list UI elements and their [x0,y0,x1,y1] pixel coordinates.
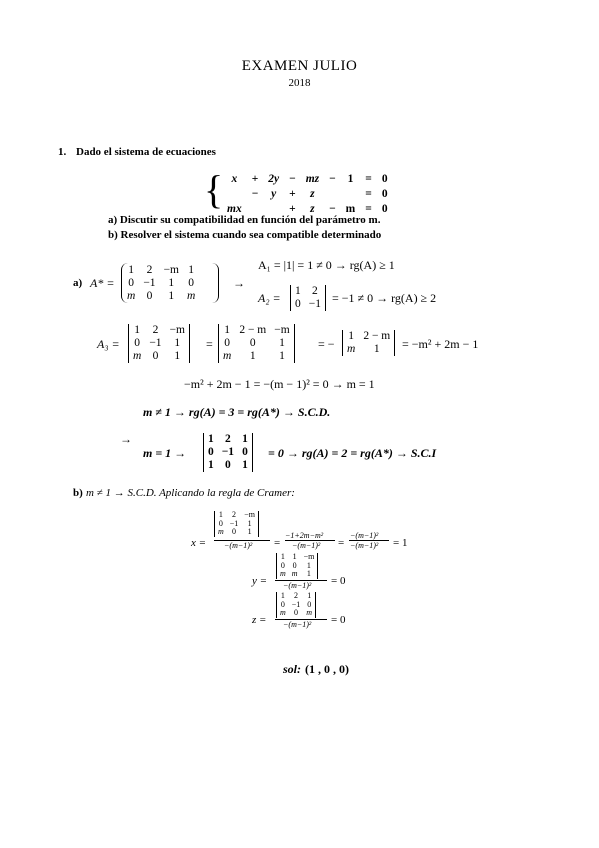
part-b-text: b) Resolver el sistema cuando sea compatible determinado [108,229,382,241]
minor-a2-rhs: = −1 ≠ 0 → rg(A) ≥ 2 [332,291,437,305]
z-denominator: −(m−1)² [283,620,312,629]
case-m-equals-1-lhs: m = 1 → [143,446,187,460]
x-mid-denominator: −(m−1)² [292,541,321,550]
minor-a3-lhs: A₃ = [97,337,120,351]
minor-a2-lhs: A₂ = [258,291,281,305]
a3-result: = −m² + 2m − 1 [402,337,479,351]
y-lhs: y = [252,575,268,587]
determinant-m1: 1 2 1 0 −1 0 1 0 1 [203,433,253,472]
determinant-2x2: 1 2 − m m 1 [342,330,395,356]
equals-minus: = − [318,337,335,351]
x-lhs: x = [191,537,207,549]
solution-a-label: a) [73,277,83,289]
z-numerator-determinant: 1 2 1 0 −1 0 m 0 m [276,592,316,618]
x-numerator-determinant: 1 2 −m 0 −1 1 m 0 1 [214,511,259,537]
solution-value: (1 , 0 , 0) [305,662,349,676]
exam-title: EXAMEN JULIO [241,58,358,74]
part-a-text: a) Discutir su compatibilidad en función del parámetro m. [108,214,381,226]
system-row: − y + z = 0 [251,188,388,200]
question-number: 1. [58,146,67,158]
x-denominator: −(m−1)² [224,541,253,550]
solution-label: sol: [283,662,301,676]
solution-b-text: m ≠ 1 → S.C.D. Aplicando la regla de Cramer: [86,487,295,499]
x-result: = 1 [393,537,408,549]
equals-sign: = [274,537,281,549]
case-m-not-1: m ≠ 1 → rg(A) = 3 = rg(A*) → S.C.D. [143,405,331,419]
x-mid-numerator: −1+2m−m² [285,531,324,540]
implies-arrow: → [233,276,245,290]
y-result: = 0 [331,575,346,587]
equals-sign: = [206,337,213,351]
quadratic-equation: −m² + 2m − 1 = −(m − 1)² = 0 → m = 1 [184,377,375,391]
astar-lhs: A* = [90,276,115,290]
equals-sign: = [338,537,345,549]
augmented-matrix: 1 2 −m 1 0 −1 1 0 m 0 1 m [127,264,196,302]
system-row: x + 2y − mz − 1 = 0 [231,173,388,185]
y-numerator-determinant: 1 1 −m 0 0 1 m m 1 [276,553,318,579]
solution-b-label: b) [73,487,83,499]
determinant-reduced: 1 2 − m −m 0 0 1 m 1 1 [218,324,295,363]
system-row: mx + z − m = 0 [227,203,388,215]
case-m-equals-1-rhs: = 0 → rg(A) = 2 = rg(A*) → S.C.I [268,446,437,460]
determinant-a3: 1 2 −m 0 −1 1 m 0 1 [128,324,190,363]
z-lhs: z = [252,614,267,626]
x-mid2-numerator: −(m−1)² [350,531,379,540]
equation-system [222,172,393,217]
system-brace: { [204,167,224,212]
question-statement: Dado el sistema de ecuaciones [76,146,216,158]
minor-a1: A₁ = |1| = 1 ≠ 0 → rg(A) ≥ 1 [258,258,395,272]
minor-a2-determinant: 1 2 0 −1 [290,285,326,311]
z-result: = 0 [331,614,346,626]
x-mid2-denominator: −(m−1)² [350,541,379,550]
exam-year: 2018 [288,77,311,89]
case2-arrow: → [120,432,132,446]
y-denominator: −(m−1)² [283,581,312,590]
right-paren [212,263,219,303]
